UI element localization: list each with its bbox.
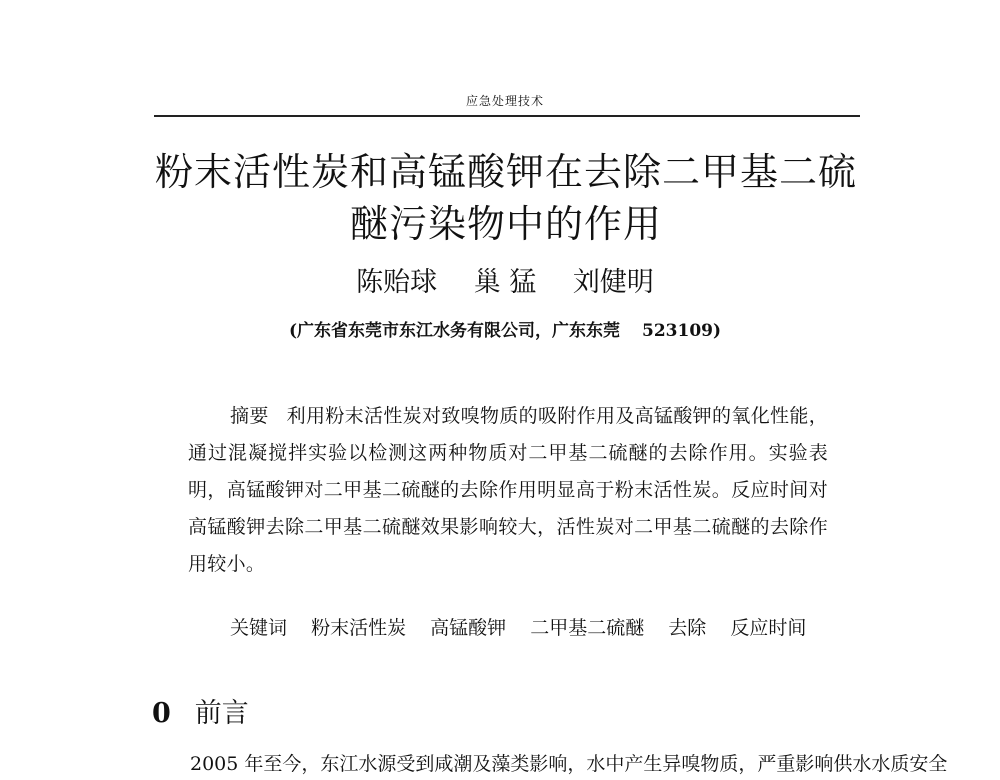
keyword-2: 高锰酸钾	[430, 617, 507, 639]
title-line-1: 粉末活性炭和高锰酸钾在去除二甲基二硫	[154, 150, 857, 194]
abstract	[188, 398, 828, 583]
abstract-label: 摘要	[230, 405, 269, 427]
author-1: 陈贻球	[356, 267, 438, 298]
keywords	[230, 612, 840, 644]
author-3: 刘健明	[572, 267, 654, 298]
keyword-4: 去除	[668, 617, 707, 639]
keyword-5: 反应时间	[730, 617, 807, 639]
abstract-text: 利用粉末活性炭对致嗅物质的吸附作用及高锰酸钾的氧化性能，通过混凝搅拌实验以检测这两种物质对二甲基二硫醚的去除作用。实验表明，高锰酸钾对二甲基二硫醚的去除作用明显高于粉末活性炭。反应时间对高锰酸钾去除二甲基二硫醚效果影响较大，活性炭对二甲基二硫醚的去除作用较小。	[188, 405, 828, 575]
section-heading	[152, 694, 249, 734]
header-rule	[154, 115, 860, 117]
affiliation-text: (广东省东莞市东江水务有限公司，广东东莞	[288, 321, 621, 341]
running-header: 应急处理技术	[465, 94, 544, 108]
affiliation	[200, 317, 810, 345]
keyword-1: 粉末活性炭	[311, 617, 407, 639]
affiliation-zip: 523109)	[642, 321, 722, 341]
author-2: 巢 猛	[473, 267, 537, 298]
paper-title	[150, 146, 862, 250]
author-list	[300, 266, 710, 300]
section-title: 前言	[194, 698, 249, 729]
body-text-cutoff: 2005 年至今，东江水源受到咸潮及藻类影响，水中产生异嗅物质，严重影响供水水质安全	[190, 753, 948, 775]
keyword-3: 二甲基二硫醚	[530, 617, 645, 639]
section-number: 0	[152, 698, 171, 729]
title-line-2: 醚污染物中的作用	[349, 202, 662, 246]
keywords-label: 关键词	[230, 617, 288, 639]
